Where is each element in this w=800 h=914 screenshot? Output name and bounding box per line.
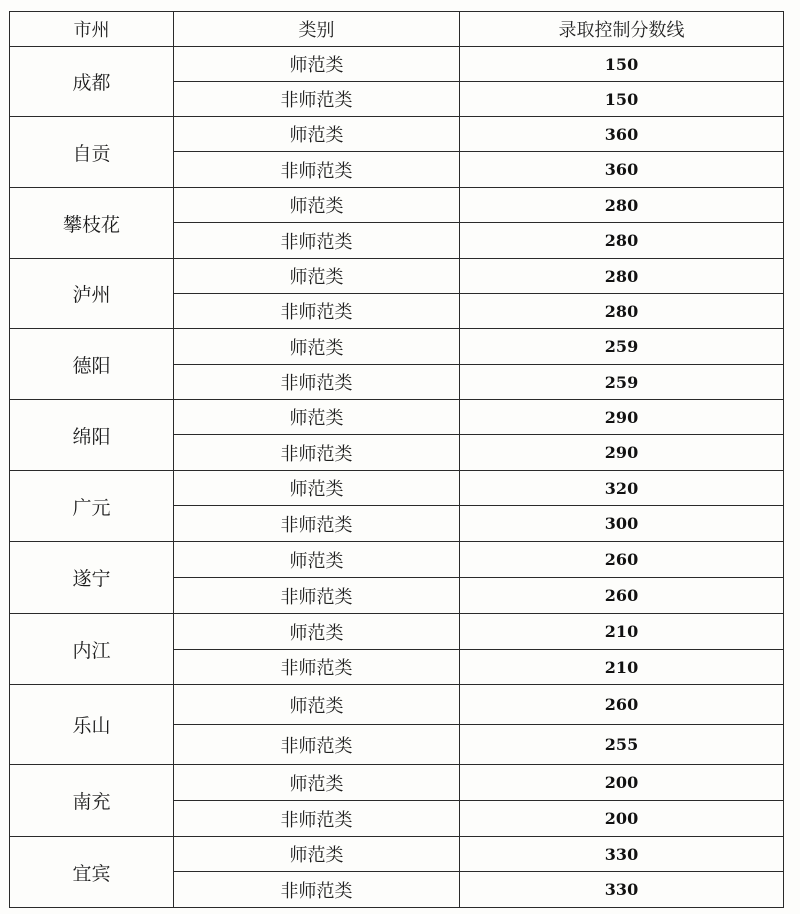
score-cell: 255 bbox=[460, 725, 784, 765]
score-cell: 360 bbox=[460, 117, 784, 152]
score-cell: 280 bbox=[460, 188, 784, 223]
score-cell: 210 bbox=[460, 614, 784, 650]
category-cell: 非师范类 bbox=[174, 152, 460, 188]
table-row bbox=[10, 837, 784, 872]
city-cell: 内江 bbox=[10, 614, 174, 685]
category-cell: 师范类 bbox=[174, 117, 460, 152]
category-cell: 非师范类 bbox=[174, 650, 460, 685]
category-cell: 师范类 bbox=[174, 188, 460, 223]
score-cell: 320 bbox=[460, 471, 784, 506]
category-cell: 师范类 bbox=[174, 614, 460, 650]
category-cell: 师范类 bbox=[174, 47, 460, 82]
score-cell: 280 bbox=[460, 223, 784, 259]
category-cell: 非师范类 bbox=[174, 872, 460, 908]
category-cell: 非师范类 bbox=[174, 365, 460, 400]
score-cell: 280 bbox=[460, 294, 784, 329]
category-cell: 非师范类 bbox=[174, 82, 460, 117]
score-cell: 330 bbox=[460, 872, 784, 908]
table-row bbox=[10, 542, 784, 578]
city-cell: 绵阳 bbox=[10, 400, 174, 471]
category-cell: 师范类 bbox=[174, 765, 460, 801]
table-row bbox=[10, 117, 784, 152]
header-score: 录取控制分数线 bbox=[460, 12, 784, 47]
category-cell: 师范类 bbox=[174, 259, 460, 294]
city-cell: 遂宁 bbox=[10, 542, 174, 614]
score-cell: 330 bbox=[460, 837, 784, 872]
score-cell: 260 bbox=[460, 685, 784, 725]
category-cell: 非师范类 bbox=[174, 578, 460, 614]
table-row bbox=[10, 188, 784, 223]
category-cell: 师范类 bbox=[174, 329, 460, 365]
score-cell: 200 bbox=[460, 801, 784, 837]
category-cell: 非师范类 bbox=[174, 801, 460, 837]
category-cell: 非师范类 bbox=[174, 223, 460, 259]
city-cell: 宜宾 bbox=[10, 837, 174, 908]
city-cell: 泸州 bbox=[10, 259, 174, 329]
city-cell: 攀枝花 bbox=[10, 188, 174, 259]
table-header-row bbox=[10, 12, 784, 47]
admission-score-table bbox=[9, 11, 784, 908]
score-cell: 259 bbox=[460, 329, 784, 365]
score-cell: 150 bbox=[460, 47, 784, 82]
score-cell: 290 bbox=[460, 400, 784, 435]
category-cell: 师范类 bbox=[174, 471, 460, 506]
score-cell: 260 bbox=[460, 542, 784, 578]
table-row bbox=[10, 471, 784, 506]
table-row bbox=[10, 329, 784, 365]
category-cell: 师范类 bbox=[174, 400, 460, 435]
score-cell: 150 bbox=[460, 82, 784, 117]
city-cell: 自贡 bbox=[10, 117, 174, 188]
score-cell: 210 bbox=[460, 650, 784, 685]
category-cell: 非师范类 bbox=[174, 725, 460, 765]
header-category: 类别 bbox=[174, 12, 460, 47]
table-row bbox=[10, 614, 784, 650]
table-row bbox=[10, 765, 784, 801]
category-cell: 非师范类 bbox=[174, 294, 460, 329]
score-cell: 300 bbox=[460, 506, 784, 542]
score-cell: 280 bbox=[460, 259, 784, 294]
city-cell: 成都 bbox=[10, 47, 174, 117]
score-cell: 200 bbox=[460, 765, 784, 801]
category-cell: 师范类 bbox=[174, 837, 460, 872]
category-cell: 非师范类 bbox=[174, 435, 460, 471]
category-cell: 师范类 bbox=[174, 685, 460, 725]
city-cell: 德阳 bbox=[10, 329, 174, 400]
table-row bbox=[10, 400, 784, 435]
city-cell: 乐山 bbox=[10, 685, 174, 765]
city-cell: 南充 bbox=[10, 765, 174, 837]
category-cell: 师范类 bbox=[174, 542, 460, 578]
category-cell: 非师范类 bbox=[174, 506, 460, 542]
table-body bbox=[10, 47, 784, 908]
table-row bbox=[10, 47, 784, 82]
score-cell: 290 bbox=[460, 435, 784, 471]
score-cell: 259 bbox=[460, 365, 784, 400]
header-city: 市州 bbox=[10, 12, 174, 47]
table-row bbox=[10, 259, 784, 294]
score-cell: 260 bbox=[460, 578, 784, 614]
score-cell: 360 bbox=[460, 152, 784, 188]
table-row bbox=[10, 685, 784, 725]
city-cell: 广元 bbox=[10, 471, 174, 542]
